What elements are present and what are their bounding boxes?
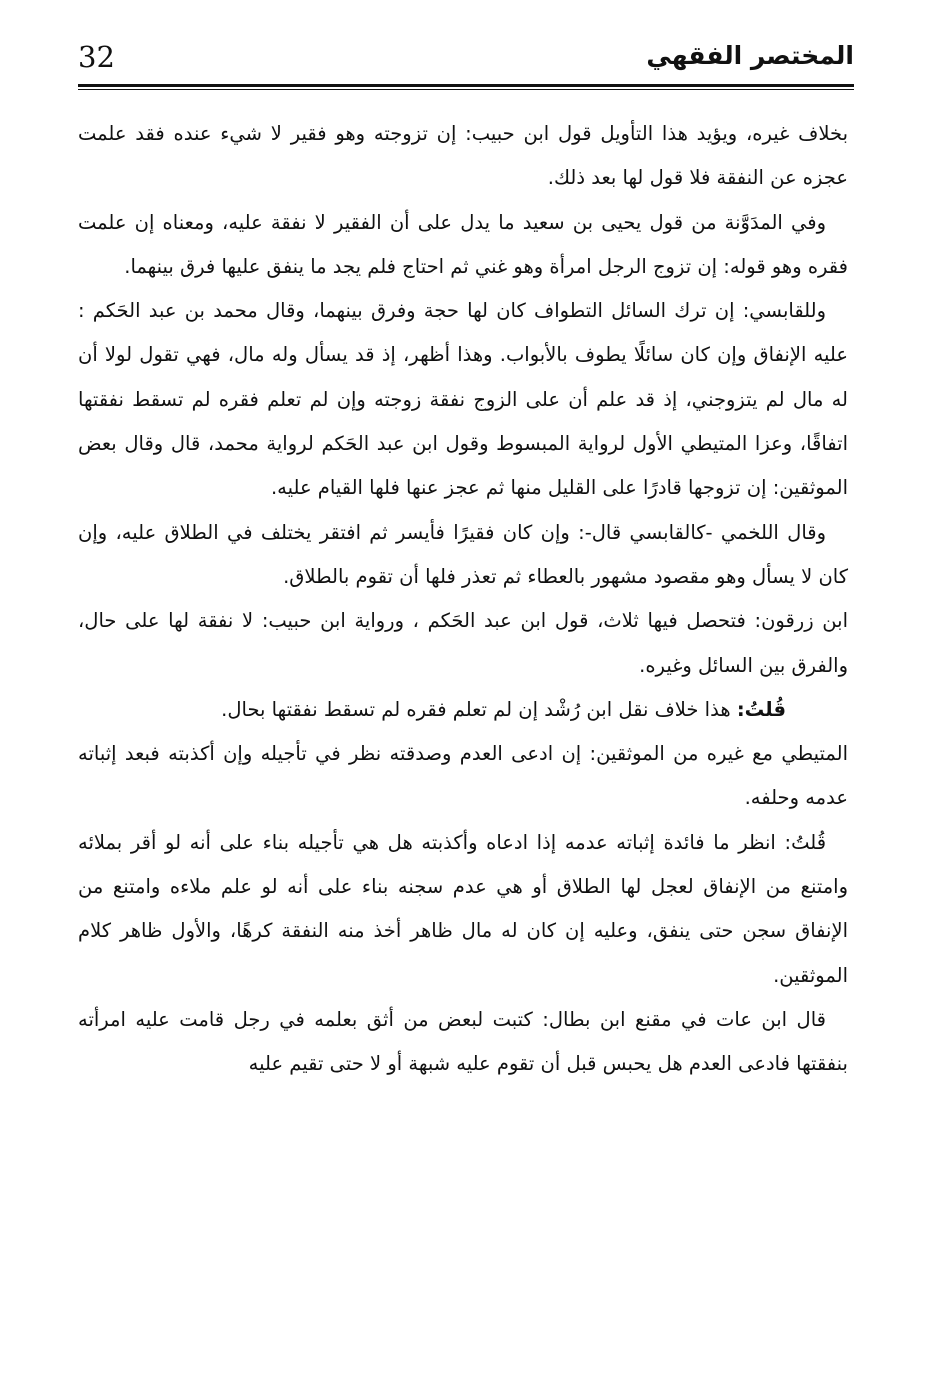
paragraph-7: المتيطي مع غيره من الموثقين: إن ادعى العدم وصدقته نظر في تأجيله وإن أكذبته فبعد إثباته عدمه وحلفه. xyxy=(78,742,848,810)
paragraph-3: وللقابسي: إن ترك السائل التطواف كان لها حجة وفرق بينهما، وقال محمد بن عبد الحَكم : عليه الإنفاق وإن كان سائلًا يطوف بالأبواب. وهذا أظهر، إذ قد يسأل وله مال، فهي تقول لولا أن له مال لم يتزوجني، إذ قد علم أن على الزوج نفقة زوجته وإن لم تعلم فقره لم تسقط نفقتها اتفاقًا، وعزا المتيطي الأول لرواية المبسوط وقول ابن عبد الحَكم لرواية محمد، قال وقال بعض الموثقين: إن تزوجها قادرًا على القليل منها ثم عجز عنها فلها القيام عليه. xyxy=(78,299,848,500)
running-title: المختصر الفقهي xyxy=(646,41,854,70)
paragraph-1: بخلاف غيره، ويؤيد هذا التأويل قول ابن حبيب: إن تزوجته وهو فقير لا شيء عنده فقد علمت عجزه عن النفقة فلا قول لها بعد ذلك. xyxy=(78,122,848,190)
paragraph-6 xyxy=(78,688,848,732)
paragraph-8-text: انظر ما فائدة إثباته عدمه إذا ادعاه وأكذبته هل هي تأجيله بناء على أنه لو أقر بملائه وامتنع من الإنفاق لعجل لها الطلاق أو هي عدم سجنه بناء على أنه لو علم ملاءه وامتنع من الإنفاق سجن حتى ينفق، وعليه إن كان له مال ظاهر أخذ منه النفقة كرهًا، والأول ظاهر كلام الموثقين. xyxy=(78,830,848,987)
paragraph-5: ابن زرقون: فتحصل فيها ثلاث، قول ابن عبد الحَكم ، ورواية ابن حبيب: لا نفقة لها على حال، والفرق بين السائل وغيره. xyxy=(78,609,848,677)
qult-label: قُلتُ: xyxy=(784,830,827,854)
page-number: 32 xyxy=(78,40,115,74)
header-rule-thick xyxy=(78,84,854,87)
body-text xyxy=(78,112,848,1087)
page-header xyxy=(78,34,854,80)
header-rule-thin xyxy=(78,89,854,90)
paragraph-2: وفي المدَوَّنة من قول يحيى بن سعيد ما يدل على أن الفقير لا نفقة عليه، ومعناه إن علمت فقره وهو قوله: إن تزوج الرجل امرأة وهو غني ثم احتاج فلم يجد ما ينفق عليها فرق بينهما. xyxy=(78,210,848,278)
paragraph-8 xyxy=(78,821,848,998)
paragraph-9: قال ابن عات في مقنع ابن بطال: كتبت لبعض من أثق بعلمه في رجل قامت عليه امرأته بنفقتها فادعى العدم هل يحبس قبل أن تقوم عليه شبهة أو لا حتى تقيم عليه xyxy=(78,1007,848,1076)
qult-label: قُلتُ: xyxy=(736,697,786,721)
paragraph-4: وقال اللخمي -كالقابسي قال-: وإن كان فقيرًا فأيسر ثم افتقر يختلف في الطلاق عليه، وإن كان لا يسأل وهو مقصود مشهور بالعطاء ثم تعذر فلها أن تقوم بالطلاق. xyxy=(78,520,848,588)
paragraph-6-text: هذا خلاف نقل ابن رُشْد إن لم تعلم فقره لم تسقط نفقتها بحال. xyxy=(221,697,731,721)
